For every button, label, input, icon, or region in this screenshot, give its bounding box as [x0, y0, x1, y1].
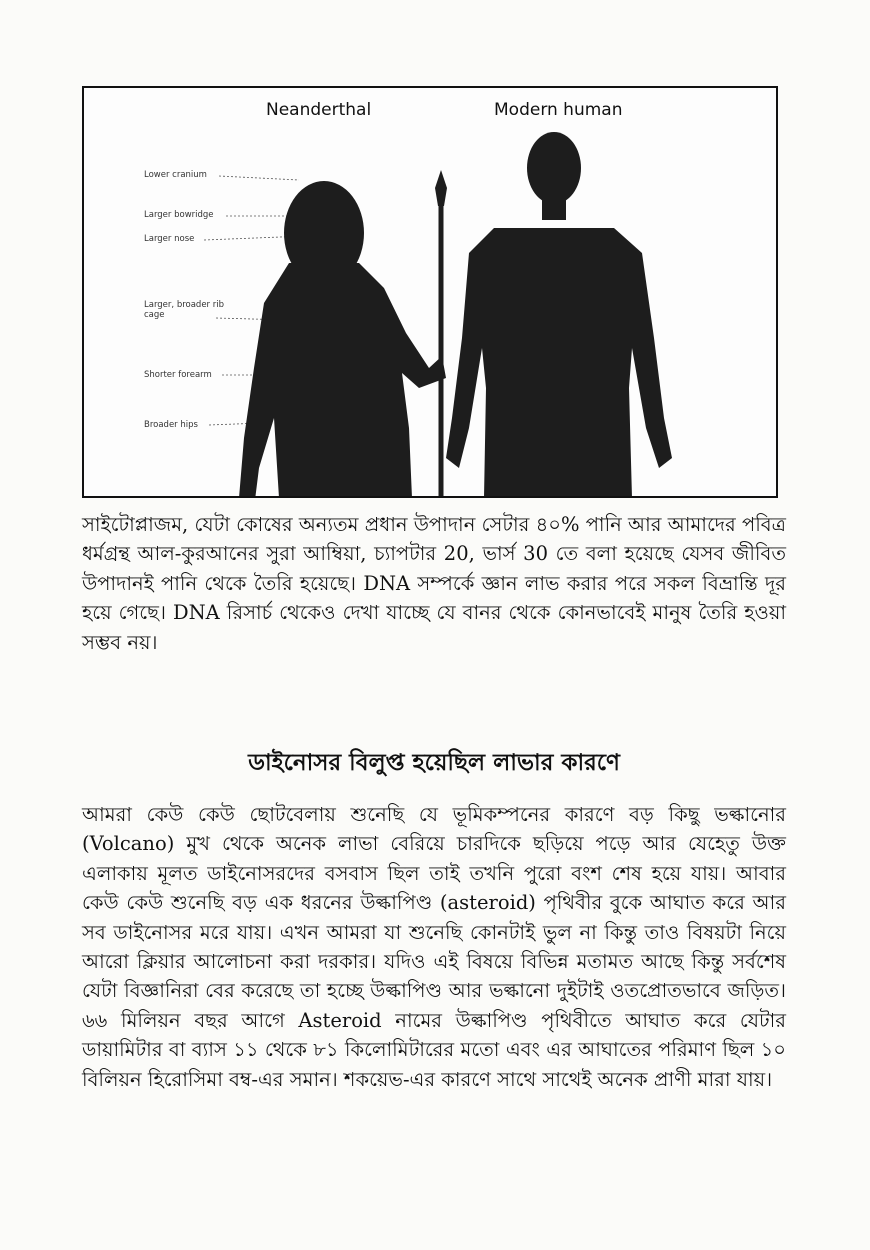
- body-paragraph-2: [82, 800, 786, 1094]
- callout-broader-hips: Broader hips: [144, 420, 198, 430]
- spear: [435, 170, 447, 496]
- figure-label-neanderthal: Neanderthal: [266, 100, 372, 120]
- figure-label-modern-human: Modern human: [494, 100, 623, 120]
- callout-larger-bowridge: Larger bowridge: [144, 210, 214, 220]
- callout-rib-cage: Larger, broader rib cage: [144, 300, 224, 320]
- paragraph-text: সাইটোপ্লাজম, যেটা কোষের অন্যতম প্রধান উপাদান সেটার ৪০% পানি আর আমাদের পবিত্র ধর্মগ্রন্থ আল-কুরআনের সুরা আম্বিয়া, চ্যাপটার 20, ভার্স 30 তে বলা হয়েছে যেসব জীবিত উপাদানই পানি থেকে তৈরি হয়েছে। DNA সম্পর্কে জ্ঞান লাভ করার পরে সকল বিভ্রান্তি দূর হয়ে গেছে। DNA রিসার্চ থেকেও দেখা যাচ্ছে যে বানর থেকে কোনভাবেই মানুষ তৈরি হওয়া সম্ভব নয়।: [82, 513, 786, 654]
- paragraph-text: আমরা কেউ কেউ ছোটবেলায় শুনেছি যে ভূমিকম্পনের কারণে বড় কিছু ভল্কানোর (Volcano) মুখ থেকে অনেক লাভা বেরিয়ে চারদিকে ছড়িয়ে পড়ে আর যেহেতু উক্ত এলাকায় মূলত ডাইনোসরদের বসবাস ছিল তাই তখনি পুরো বংশ শেষ হয়ে যায়। আবার কেউ কেউ শুনেছি বড় এক ধরনের উল্কাপিণ্ড (asteroid) পৃথিবীর বুকে আঘাত করে আর সব ডাইনোসর মরে যায়। এখন আমরা যা শুনেছি কোনটাই ভুল না কিন্তু তাও বিষয়টা নিয়ে আরো ক্লিয়ার আলোচনা করা দরকার। যদিও এই বিষয়ে বিভিন্ন মতামত আছে কিন্তু সর্বশেষ যেটা বিজ্ঞানিরা বের করেছে তা হচ্ছে উল্কাপিণ্ড আর ভল্কানো দুইটাই ওতপ্রোতভাবে জড়িত। ৬৬ মিলিয়ন বছর আগে Asteroid নামের উল্কাপিণ্ড পৃথিবীতে আঘাত করে যেটার ডায়ামিটার বা ব্যাস ১১ থেকে ৮১ কিলোমিটারের মতো এবং এর আঘাতের পরিমাণ ছিল ১০ বিলিয়ন হিরোসিমা বম্ব-এর সমান। শকয়েভ-এর কারণে সাথে সাথেই অনেক প্রাণী মারা যায়।: [82, 803, 786, 1091]
- figure-illustration: [84, 88, 776, 496]
- callout-lower-cranium: Lower cranium: [144, 170, 207, 180]
- neanderthal-vs-modern-human-figure: [82, 86, 778, 498]
- callout-larger-nose: Larger nose: [144, 234, 195, 244]
- section-heading: ডাইনোসর বিলুপ্ত হয়েছিল লাভার কারণে: [248, 749, 620, 776]
- neanderthal-silhouette: [239, 181, 446, 496]
- modern-human-silhouette: [446, 132, 672, 496]
- body-paragraph-1: [82, 510, 786, 657]
- callout-shorter-forearm: Shorter forearm: [144, 370, 212, 380]
